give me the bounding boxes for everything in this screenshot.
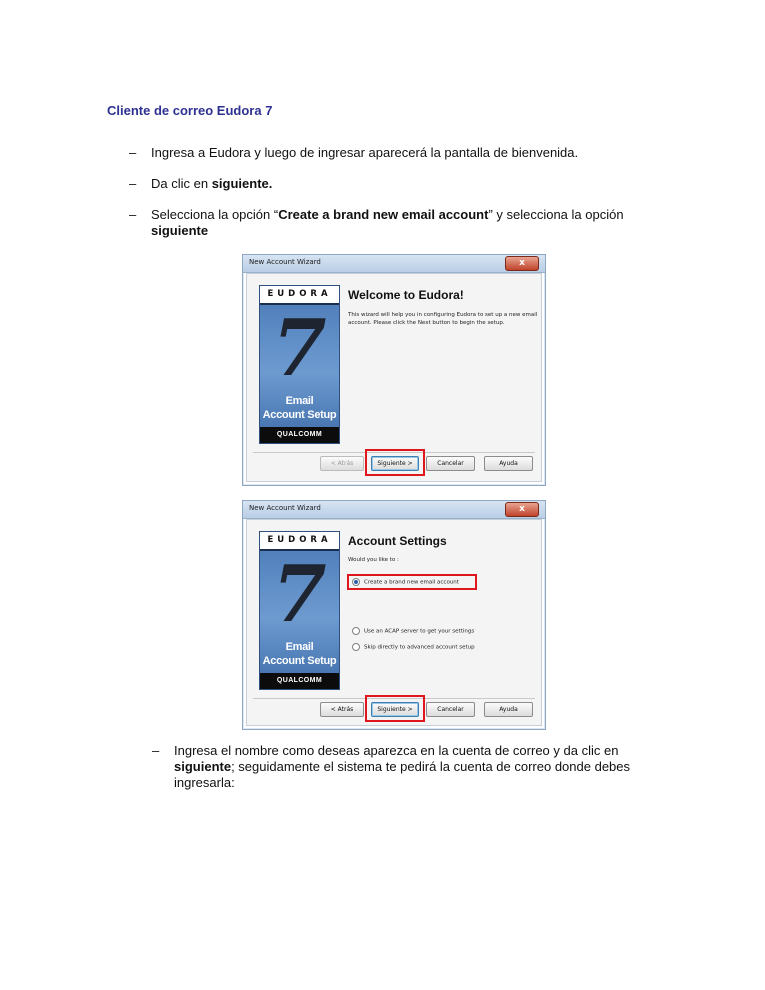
back-button[interactable]: < Atrás [320, 702, 364, 717]
bullet-text: Ingresa el nombre como deseas aparezca en la cuenta de correo y da clic en [174, 743, 619, 758]
eudora-sidebar-image [259, 531, 340, 690]
qualcomm-logo: QUALCOMM [260, 673, 339, 689]
wizard-window-welcome [242, 254, 546, 486]
window-titlebar [243, 501, 545, 519]
next-button[interactable]: Siguiente > [371, 456, 419, 471]
bullet-bold: Create a brand new email account [278, 207, 489, 222]
version-number: 7 [272, 303, 327, 394]
next-highlight-box [365, 695, 425, 722]
cancel-button[interactable]: Cancelar [426, 702, 475, 717]
next-button[interactable]: Siguiente > [371, 702, 419, 717]
bullet-dash: – [129, 145, 137, 160]
window-title: New Account Wizard [249, 258, 321, 266]
wizard-body [246, 519, 542, 726]
help-button[interactable]: Ayuda [484, 702, 533, 717]
bullet-text-post: ” y selecciona la opción [488, 207, 624, 222]
bullet-dash: – [129, 207, 137, 222]
wizard-title: Welcome to Eudora! [348, 288, 464, 302]
bullet-dash: – [129, 176, 137, 191]
radio-option-acap[interactable] [352, 627, 474, 636]
bullet-text-post: ; seguidamente el sistema te pedirá la cuenta de correo donde debes ingresarla: [174, 759, 631, 790]
cancel-button[interactable]: Cancelar [426, 456, 475, 471]
sidebar-line1: Email [285, 395, 314, 407]
window-titlebar [243, 255, 545, 273]
sidebar-line2: Account Setup [262, 655, 337, 667]
close-icon[interactable]: x [505, 502, 539, 517]
eudora-logo: EUDORA [260, 286, 339, 305]
wizard-title: Account Settings [348, 534, 447, 548]
radio-unselected-icon[interactable] [352, 643, 360, 651]
sidebar-line2: Account Setup [262, 409, 337, 421]
eudora-sidebar-image [259, 285, 340, 444]
bullet-bold: siguiente. [211, 176, 273, 191]
help-button[interactable]: Ayuda [484, 456, 533, 471]
version-number: 7 [272, 549, 327, 640]
option-highlight-box [347, 574, 477, 590]
sidebar-line1: Email [285, 641, 314, 653]
bullet-dash: – [152, 743, 160, 758]
back-button[interactable]: < Atrás [320, 456, 364, 471]
radio-label: Skip directly to advanced account setup [364, 644, 475, 651]
bullet-text: Da clic en [151, 176, 212, 191]
qualcomm-logo: QUALCOMM [260, 427, 339, 443]
next-highlight-box [365, 449, 425, 476]
radio-unselected-icon[interactable] [352, 627, 360, 635]
window-title: New Account Wizard [249, 504, 321, 512]
radio-label: Use an ACAP server to get your settings [364, 628, 475, 635]
wizard-prompt: Would you like to : [348, 557, 399, 563]
close-icon[interactable]: x [505, 256, 539, 271]
wizard-description: This wizard will help you in configuring Eudora to set up a new email account. Please click the Next button to begin the setup. [348, 312, 538, 326]
bullet-text: Ingresa a Eudora y luego de ingresar aparecerá la pantalla de bienvenida. [151, 145, 579, 160]
bullet-bold: siguiente [174, 759, 232, 774]
radio-label: Create a brand new email account [364, 579, 459, 586]
wizard-body [246, 273, 542, 482]
bullet-text: Selecciona la opción “ [151, 207, 279, 222]
eudora-logo: EUDORA [260, 532, 339, 551]
bullet-bold-2: siguiente [151, 223, 209, 238]
wizard-window-account-settings [242, 500, 546, 730]
radio-option-skip[interactable] [352, 643, 475, 652]
heading: Cliente de correo Eudora 7 [107, 103, 273, 118]
